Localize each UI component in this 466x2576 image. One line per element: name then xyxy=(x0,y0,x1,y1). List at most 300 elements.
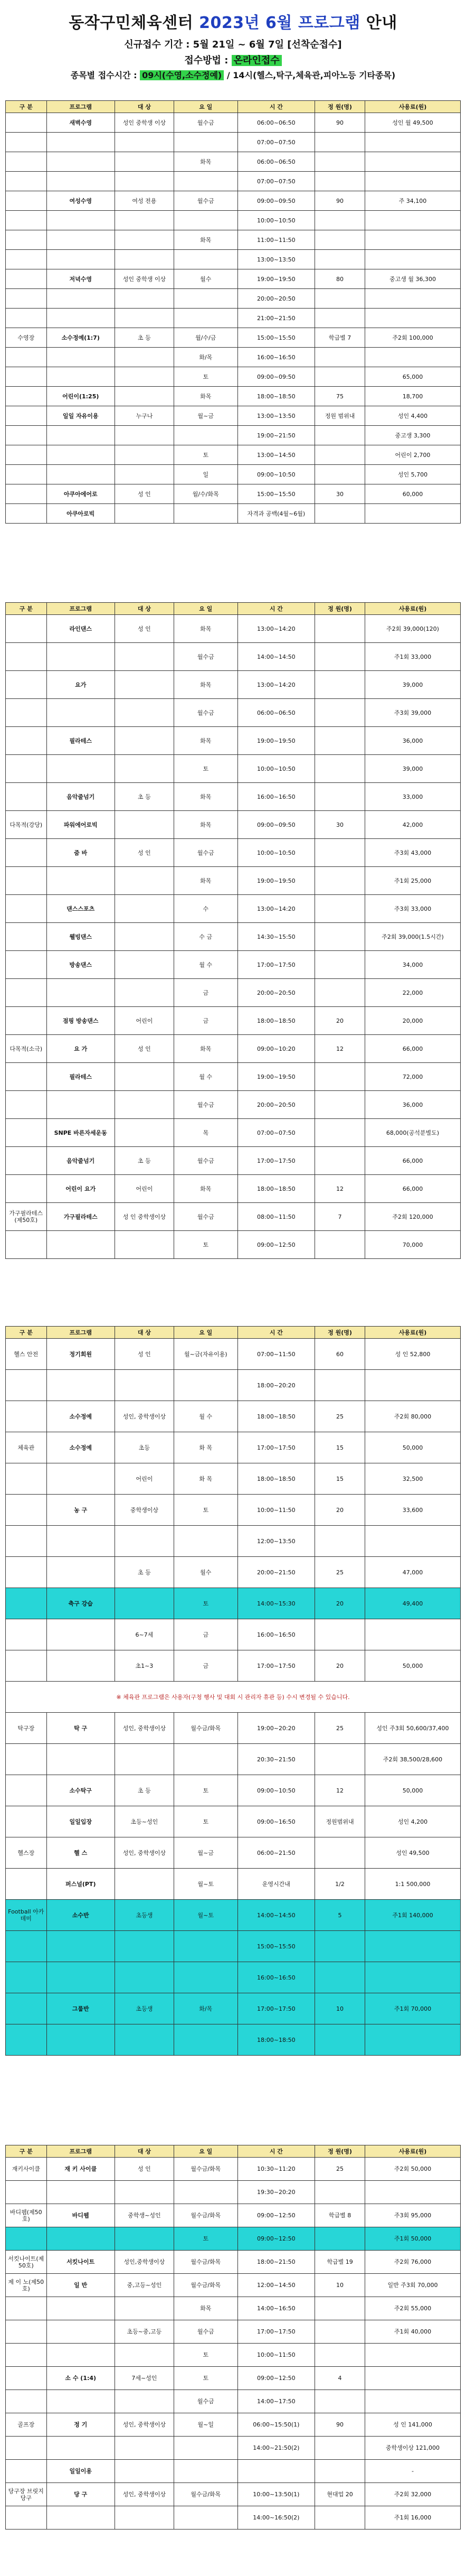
table-cell xyxy=(315,867,365,895)
table-cell xyxy=(6,445,47,465)
table-cell: 토 xyxy=(174,2227,237,2251)
title-highlight: 2023년 6월 프로그램 xyxy=(199,14,360,32)
column-header: 정 원(명) xyxy=(315,101,365,113)
table-cell: SNPE 바른자세운동 xyxy=(46,1119,115,1147)
table-cell: 09:00~09:50 xyxy=(237,811,315,839)
other-table xyxy=(5,2145,461,2530)
table-cell xyxy=(6,367,47,387)
table-row xyxy=(6,1619,461,1650)
table-cell: 주1회 140,000 xyxy=(365,1900,460,1931)
table-cell xyxy=(46,289,115,309)
column-header: 사용료(원) xyxy=(365,2145,460,2158)
table-cell xyxy=(365,250,460,269)
table-row xyxy=(6,113,461,133)
table-cell xyxy=(46,465,115,484)
table-cell: 탁구장 xyxy=(6,1713,47,1744)
table-cell: 토 xyxy=(174,445,237,465)
table-cell: 성 인 xyxy=(115,2158,174,2181)
table-cell: 주1회 70,000 xyxy=(365,1993,460,2024)
table-cell xyxy=(315,133,365,152)
table-cell xyxy=(315,1231,365,1259)
column-header: 대 상 xyxy=(115,101,174,113)
table-cell xyxy=(315,839,365,867)
table-row xyxy=(6,783,461,811)
table-cell: 골프장 xyxy=(6,2413,47,2437)
table-cell xyxy=(315,348,365,367)
table-cell xyxy=(115,387,174,406)
table-cell xyxy=(46,445,115,465)
table-row xyxy=(6,367,461,387)
table-cell xyxy=(174,172,237,191)
table-cell xyxy=(115,951,174,979)
table-cell xyxy=(315,923,365,951)
table-cell xyxy=(315,289,365,309)
table-cell: 14:00~17:50 xyxy=(237,2390,315,2413)
table-row xyxy=(6,867,461,895)
table-cell: 22,000 xyxy=(365,979,460,1007)
table-cell xyxy=(6,2460,47,2483)
table-cell: 아쿠아에어로 xyxy=(46,484,115,504)
table-cell: 월/수/금 xyxy=(174,328,237,348)
table-cell: 농 구 xyxy=(46,1495,115,1526)
table-cell: 여성 전용 xyxy=(115,191,174,211)
table-row xyxy=(6,465,461,484)
table-cell xyxy=(237,2460,315,2483)
table-cell xyxy=(315,250,365,269)
table-cell: 토 xyxy=(174,1588,237,1619)
table-row xyxy=(6,426,461,445)
table-cell xyxy=(46,152,115,172)
table-cell: 성인 중학생 이상 xyxy=(115,269,174,289)
table-cell xyxy=(315,615,365,643)
table-cell xyxy=(6,1007,47,1035)
table-cell: 20 xyxy=(315,1007,365,1035)
table-cell xyxy=(6,172,47,191)
table-cell xyxy=(115,211,174,230)
table-row xyxy=(6,2367,461,2390)
table-cell xyxy=(46,1370,115,1401)
table-row xyxy=(6,289,461,309)
table-cell xyxy=(6,1401,47,1432)
table-cell xyxy=(6,1557,47,1588)
table-cell xyxy=(6,348,47,367)
table-cell xyxy=(6,867,47,895)
method-label: 접수방법 : xyxy=(184,55,232,66)
table-cell: 중학생~성인 xyxy=(115,2204,174,2227)
table-cell xyxy=(46,1526,115,1557)
table-cell: 주 34,100 xyxy=(365,191,460,211)
table-cell: 주1회 25,000 xyxy=(365,867,460,895)
table-cell: 25 xyxy=(315,2158,365,2181)
table-row xyxy=(6,1837,461,1869)
table-cell: 09:00~09:50 xyxy=(237,191,315,211)
column-header: 구 분 xyxy=(6,1327,47,1339)
column-header: 프로그램 xyxy=(46,603,115,615)
table-row xyxy=(6,504,461,524)
table-cell xyxy=(46,2344,115,2367)
table-cell: 15 xyxy=(315,1463,365,1495)
table-cell xyxy=(315,230,365,250)
table-cell: 월~일 xyxy=(174,2413,237,2437)
time-prefix: 종목별 접수시간 : xyxy=(70,70,140,80)
table-cell: 42,000 xyxy=(365,811,460,839)
table-cell xyxy=(46,250,115,269)
table-cell: 월~토 xyxy=(174,1869,237,1900)
table-cell: 7 xyxy=(315,1203,365,1231)
table-cell: 학급별 7 xyxy=(315,328,365,348)
table-cell: 10:00~13:50(1) xyxy=(237,2483,315,2506)
table-cell: 화 목 xyxy=(174,1432,237,1463)
column-header: 사용료(원) xyxy=(365,603,460,615)
table-cell: 성인, 중학생이상 xyxy=(115,1837,174,1869)
table-row xyxy=(6,1931,461,1962)
table-cell xyxy=(315,1091,365,1119)
table-cell: 60,000 xyxy=(365,484,460,504)
table-cell xyxy=(6,1370,47,1401)
table-cell xyxy=(6,309,47,328)
table-cell: 16:00~16:50 xyxy=(237,1619,315,1650)
table-cell xyxy=(365,2390,460,2413)
table-cell xyxy=(46,133,115,152)
table-cell: 당구장 브릿지당구 xyxy=(6,2483,47,2506)
title-prefix: 동작구민체육센터 xyxy=(69,14,199,32)
table-row xyxy=(6,615,461,643)
table-cell: 요가 xyxy=(46,671,115,699)
table-cell xyxy=(6,406,47,426)
table-cell xyxy=(46,643,115,671)
table-cell: 20:00~20:50 xyxy=(237,289,315,309)
table-cell xyxy=(174,1744,237,1775)
table-row xyxy=(6,1557,461,1588)
table-row xyxy=(6,2024,461,2056)
column-header: 사용료(원) xyxy=(365,101,460,113)
table-cell: 재키사이클 xyxy=(6,2158,47,2181)
table-cell: 19:00~20:20 xyxy=(237,1713,315,1744)
table-cell: 09:00~12:50 xyxy=(237,2204,315,2227)
table-row xyxy=(6,2204,461,2227)
table-cell: 17:00~17:50 xyxy=(237,1993,315,2024)
table-cell: Football 아카데미 xyxy=(6,1900,47,1931)
table-cell xyxy=(46,1619,115,1650)
table-row xyxy=(6,1588,461,1619)
table-cell xyxy=(315,2344,365,2367)
table-cell: 학급별 8 xyxy=(315,2204,365,2227)
table-row xyxy=(6,445,461,465)
table-row xyxy=(6,2506,461,2530)
table-cell: 성인 4,200 xyxy=(365,1806,460,1837)
table-header-row xyxy=(6,1327,461,1339)
table-cell: 06:00~15:50(1) xyxy=(237,2413,315,2437)
table-cell: 화목 xyxy=(174,230,237,250)
table-row xyxy=(6,211,461,230)
table-cell: 14:00~14:50 xyxy=(237,1900,315,1931)
table-cell: 16:00~16:50 xyxy=(237,1962,315,1993)
table-cell: 15:00~15:50 xyxy=(237,328,315,348)
table-cell: 월/수/화목 xyxy=(174,484,237,504)
table-cell: 소수정예(1:7) xyxy=(46,328,115,348)
table-cell: 성인, 중학생이상 xyxy=(115,2483,174,2506)
table-cell xyxy=(315,504,365,524)
table-row xyxy=(6,2344,461,2367)
table-cell xyxy=(365,289,460,309)
table-cell xyxy=(365,2344,460,2367)
table-cell: 초 등 xyxy=(115,1557,174,1588)
table-cell: 주3회 95,000 xyxy=(365,2204,460,2227)
table-cell xyxy=(174,1370,237,1401)
column-header: 요 일 xyxy=(174,1327,237,1339)
table-row xyxy=(6,2460,461,2483)
table-cell: 화목 xyxy=(174,615,237,643)
table-cell: 10:00~10:50 xyxy=(237,839,315,867)
table-cell: 월수금/화목 xyxy=(174,1713,237,1744)
table-cell xyxy=(174,133,237,152)
table-row xyxy=(6,1339,461,1370)
table-row xyxy=(6,1744,461,1775)
table-cell: 일일 자유이용 xyxy=(46,406,115,426)
table-cell: 10 xyxy=(315,1993,365,2024)
table-cell: 현대업 20 xyxy=(315,2483,365,2506)
table-cell: 아쿠아로빅 xyxy=(46,504,115,524)
table-cell xyxy=(6,755,47,783)
table-cell: 66,000 xyxy=(365,1175,460,1203)
table-cell: 소 수 (1:4) xyxy=(46,2367,115,2390)
table-cell: 화목 xyxy=(174,727,237,755)
table-cell: 07:00~11:50 xyxy=(237,1339,315,1370)
table-cell: 10:30~11:20 xyxy=(237,2158,315,2181)
table-cell: 가구필라테스 xyxy=(46,1203,115,1231)
table-cell xyxy=(6,2024,47,2056)
table-row xyxy=(6,1401,461,1432)
table-cell xyxy=(315,1744,365,1775)
table-cell xyxy=(315,2437,365,2460)
table-cell: 60 xyxy=(315,1339,365,1370)
table-row xyxy=(6,2390,461,2413)
table-cell: 14:00~16:50(2) xyxy=(237,2506,315,2530)
table-cell xyxy=(315,1619,365,1650)
table-cell xyxy=(6,387,47,406)
table-cell: 수영장 xyxy=(6,328,47,348)
table-cell xyxy=(115,1119,174,1147)
table-cell: 월수금 xyxy=(174,191,237,211)
table-cell: 월수 xyxy=(174,1557,237,1588)
table-cell xyxy=(46,1744,115,1775)
table-cell xyxy=(46,755,115,783)
table-cell xyxy=(315,1962,365,1993)
column-header: 시 간 xyxy=(237,2145,315,2158)
table-cell xyxy=(46,2227,115,2251)
table-cell xyxy=(365,1370,460,1401)
table-cell: 성 인 141,000 xyxy=(365,2413,460,2437)
table-cell xyxy=(174,250,237,269)
column-header: 프로그램 xyxy=(46,101,115,113)
table-cell xyxy=(6,979,47,1007)
table-cell xyxy=(315,426,365,445)
table-cell xyxy=(365,1962,460,1993)
table-cell xyxy=(315,895,365,923)
table-cell: 주1회 40,000 xyxy=(365,2320,460,2344)
table-cell: 다목적(강당) xyxy=(6,811,47,839)
table-cell: 09:00~16:50 xyxy=(237,1806,315,1837)
table-cell xyxy=(115,923,174,951)
table-row xyxy=(6,1432,461,1463)
table-cell: 성 인 52,800 xyxy=(365,1339,460,1370)
table-cell: 09:00~10:50 xyxy=(237,1775,315,1806)
table-cell: 토 xyxy=(174,1495,237,1526)
table-cell: 탁 구 xyxy=(46,1713,115,1744)
table-cell: 13:00~13:50 xyxy=(237,250,315,269)
table-cell: 90 xyxy=(315,113,365,133)
table-cell: 11:00~11:50 xyxy=(237,230,315,250)
table-cell: 일 xyxy=(174,465,237,484)
table-note: ※ 체육관 프로그램은 사용자(구청 행사 및 대회 시 관리자 휴관 등) 수시 변경될 수 있습니다. xyxy=(6,1682,461,1713)
table-cell: 토 xyxy=(174,1806,237,1837)
table-cell xyxy=(115,2390,174,2413)
table-cell xyxy=(6,727,47,755)
table-cell: 16:00~16:50 xyxy=(237,783,315,811)
table-row xyxy=(6,1063,461,1091)
table-cell: 주2회 76,000 xyxy=(365,2251,460,2274)
table-cell: 09:00~12:50 xyxy=(237,1231,315,1259)
table-cell xyxy=(46,2297,115,2320)
table-cell: 금 xyxy=(174,1007,237,1035)
table-cell xyxy=(6,2367,47,2390)
table-cell: 화목 xyxy=(174,811,237,839)
table-row xyxy=(6,1993,461,2024)
table-cell: 13:00~14:50 xyxy=(237,445,315,465)
table-cell: 중고생 월 36,300 xyxy=(365,269,460,289)
table-cell: 4 xyxy=(315,2367,365,2390)
table-cell: 50,000 xyxy=(365,1650,460,1682)
page-title xyxy=(0,10,466,33)
table-row xyxy=(6,895,461,923)
table-cell: 09:00~12:50 xyxy=(237,2227,315,2251)
table-cell: 06:00~06:50 xyxy=(237,113,315,133)
table-cell: 18:00~20:20 xyxy=(237,1370,315,1401)
table-cell: 주2회 50,000 xyxy=(365,2158,460,2181)
table-cell xyxy=(115,755,174,783)
table-cell: 정원범위내 xyxy=(315,1806,365,1837)
table-cell: 운영시간내 xyxy=(237,1869,315,1900)
table-cell xyxy=(174,2460,237,2483)
table-cell xyxy=(115,1869,174,1900)
table-cell: 소수반 xyxy=(46,1900,115,1931)
table-row xyxy=(6,1682,461,1713)
table-cell xyxy=(6,2181,47,2204)
table-header-row xyxy=(6,101,461,113)
table-cell: 월수금/화목 xyxy=(174,2204,237,2227)
table-cell xyxy=(365,1931,460,1962)
table-cell xyxy=(6,951,47,979)
table-cell xyxy=(6,152,47,172)
table-cell: 성인, 중학생이상 xyxy=(115,1401,174,1432)
table-cell: 25 xyxy=(315,1557,365,1588)
table-row xyxy=(6,2437,461,2460)
table-cell xyxy=(115,445,174,465)
table-cell xyxy=(365,309,460,328)
table-cell xyxy=(115,643,174,671)
table-cell xyxy=(6,2437,47,2460)
table-row xyxy=(6,250,461,269)
gym-table xyxy=(5,1326,461,2056)
table-cell: 19:00~19:50 xyxy=(237,269,315,289)
table-cell: 39,000 xyxy=(365,755,460,783)
table-cell: 1/2 xyxy=(315,1869,365,1900)
table-cell xyxy=(6,211,47,230)
table-cell: 서킷나이트 xyxy=(46,2251,115,2274)
table-cell xyxy=(6,1175,47,1203)
table-cell xyxy=(365,133,460,152)
table-cell: 화/목 xyxy=(174,1993,237,2024)
table-cell: 다목적(소극) xyxy=(6,1035,47,1063)
table-cell xyxy=(115,133,174,152)
table-cell xyxy=(6,923,47,951)
table-cell: 12 xyxy=(315,1775,365,1806)
table-cell: 성 인 xyxy=(115,839,174,867)
table-cell xyxy=(6,113,47,133)
table-cell: 초등~중,고등 xyxy=(115,2320,174,2344)
table-cell: - xyxy=(365,2460,460,2483)
table-cell xyxy=(365,2024,460,2056)
table-header-row xyxy=(6,2145,461,2158)
table-row xyxy=(6,1370,461,1401)
table-cell: 5 xyxy=(315,1900,365,1931)
table-cell: 월수금 xyxy=(174,2320,237,2344)
table-cell xyxy=(315,2460,365,2483)
column-header: 구 분 xyxy=(6,2145,47,2158)
table-cell xyxy=(46,1557,115,1588)
column-header: 대 상 xyxy=(115,1327,174,1339)
method-value: 온라인접수 xyxy=(232,55,282,66)
table-cell: 학급별 19 xyxy=(315,2251,365,2274)
table-cell xyxy=(6,839,47,867)
table-row xyxy=(6,1650,461,1682)
table-cell: 65,000 xyxy=(365,367,460,387)
table-cell: 일일이용 xyxy=(46,2460,115,2483)
table-cell: 66,000 xyxy=(365,1035,460,1063)
table-cell: 21:00~21:50 xyxy=(237,309,315,328)
table-cell: 수 금 xyxy=(174,923,237,951)
table-row xyxy=(6,309,461,328)
table-cell: 30 xyxy=(315,484,365,504)
table-cell xyxy=(6,1993,47,2024)
table-cell: 월수금/화목 xyxy=(174,2158,237,2181)
table-row xyxy=(6,923,461,951)
table-cell xyxy=(115,1588,174,1619)
table-cell: 20 xyxy=(315,1650,365,1682)
table-cell: 일일입장 xyxy=(46,1806,115,1837)
table-cell xyxy=(6,484,47,504)
table-row xyxy=(6,2483,461,2506)
table-cell xyxy=(115,895,174,923)
table-cell: 일 반 xyxy=(46,2274,115,2297)
table-cell: 월수금 xyxy=(174,113,237,133)
table-cell xyxy=(315,783,365,811)
table-cell xyxy=(6,1931,47,1962)
table-cell: 17:00~17:50 xyxy=(237,2320,315,2344)
table-cell xyxy=(174,1962,237,1993)
table-row xyxy=(6,2158,461,2181)
table-cell: 39,000 xyxy=(365,671,460,699)
table-cell xyxy=(46,2390,115,2413)
table-row xyxy=(6,699,461,727)
table-cell xyxy=(46,979,115,1007)
table-cell: 20,000 xyxy=(365,1007,460,1035)
table-cell: 필라테스 xyxy=(46,727,115,755)
table-cell: 초1~3 xyxy=(115,1650,174,1682)
table-cell xyxy=(365,230,460,250)
table-cell: 15 xyxy=(315,1432,365,1463)
table-cell xyxy=(46,867,115,895)
